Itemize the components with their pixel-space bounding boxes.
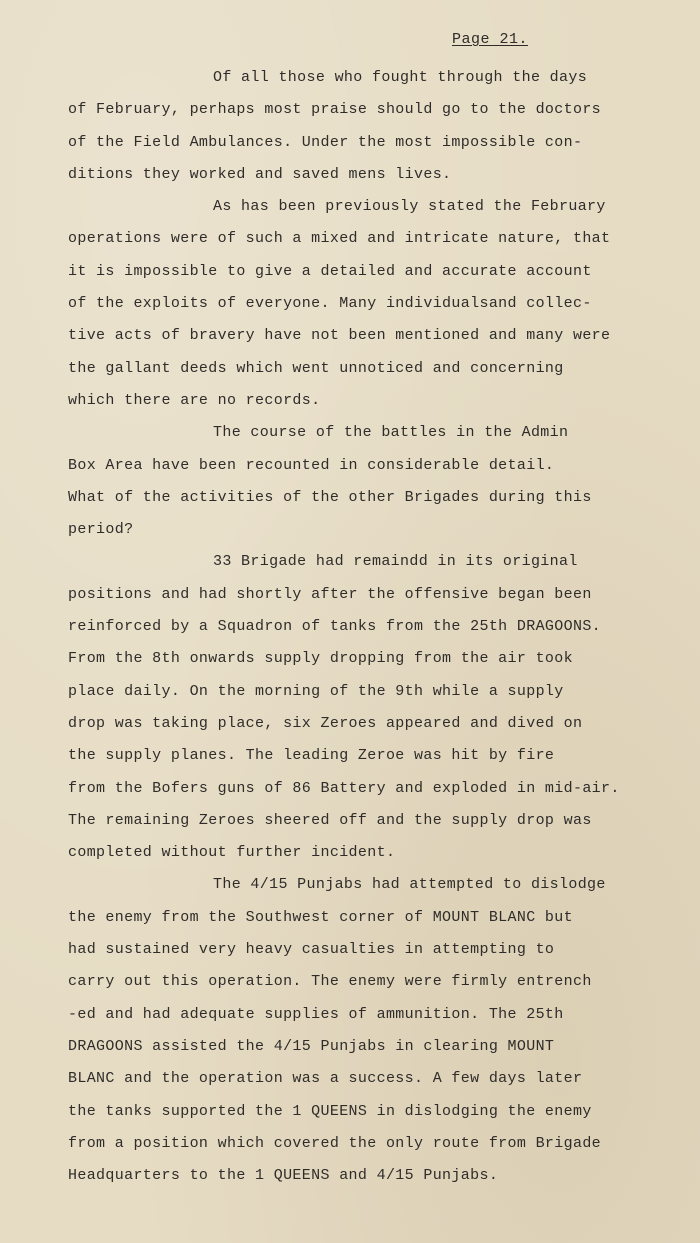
text-line: Headquarters to the 1 QUEENS and 4/15 Punjabs. xyxy=(68,1167,499,1185)
text-line: reinforced by a Squadron of tanks from the 25th DRAGOONS. xyxy=(68,618,602,636)
text-line: from the Bofers guns of 86 Battery and exploded in mid-air. xyxy=(68,779,620,797)
text-line: the supply planes. The leading Zeroe was hit by fire xyxy=(68,747,555,765)
page-number: Page 21. xyxy=(452,31,529,48)
body-text xyxy=(68,62,668,1192)
text-line: As has been previously stated the February xyxy=(213,198,606,216)
text-line: period? xyxy=(68,521,134,539)
text-line: DRAGOONS assisted the 4/15 Punjabs in clearing MOUNT xyxy=(68,1037,555,1055)
text-line: 33 Brigade had remaindd in its original xyxy=(213,553,578,571)
text-line: from a position which covered the only route from Brigade xyxy=(68,1134,602,1152)
text-line: ditions they worked and saved mens lives. xyxy=(68,165,452,183)
text-line: of the Field Ambulances. Under the most impossible con- xyxy=(68,133,583,151)
text-line: positions and had shortly after the offensive began been xyxy=(68,585,592,603)
text-line: What of the activities of the other Brigades during this xyxy=(68,488,592,506)
text-line: of the exploits of everyone. Many individualsand collec- xyxy=(68,295,592,313)
text-line: the gallant deeds which went unnoticed and concerning xyxy=(68,359,564,377)
text-line: The 4/15 Punjabs had attempted to dislodge xyxy=(213,876,606,894)
text-line: operations were of such a mixed and intricate nature, that xyxy=(68,230,611,248)
text-line: Of all those who fought through the days xyxy=(213,69,588,86)
text-line: The course of the battles in the Admin xyxy=(213,424,569,442)
text-line: had sustained very heavy casualties in attempting to xyxy=(68,941,555,959)
text-line: the tanks supported the 1 QUEENS in dislodging the enemy xyxy=(68,1102,592,1120)
text-line: drop was taking place, six Zeroes appeared and dived on xyxy=(68,714,583,732)
text-line: which there are no records. xyxy=(68,391,321,409)
text-line: the enemy from the Southwest corner of MOUNT BLANC but xyxy=(68,908,573,926)
text-line: The remaining Zeroes sheered off and the supply drop was xyxy=(68,811,592,829)
text-line: Box Area have been recounted in considerable detail. xyxy=(68,456,555,474)
text-line: of February, perhaps most praise should go to the doctors xyxy=(68,101,602,119)
text-line: completed without further incident. xyxy=(68,844,396,862)
text-line: -ed and had adequate supplies of ammunition. The 25th xyxy=(68,1005,564,1023)
text-line: From the 8th onwards supply dropping from the air took xyxy=(68,650,573,668)
text-line: BLANC and the operation was a success. A few days later xyxy=(68,1070,583,1088)
text-line: it is impossible to give a detailed and accurate account xyxy=(68,262,592,280)
text-line: carry out this operation. The enemy were firmly entrench xyxy=(68,973,592,991)
text-line: tive acts of bravery have not been mentioned and many were xyxy=(68,327,611,345)
text-line: place daily. On the morning of the 9th while a supply xyxy=(68,682,564,700)
